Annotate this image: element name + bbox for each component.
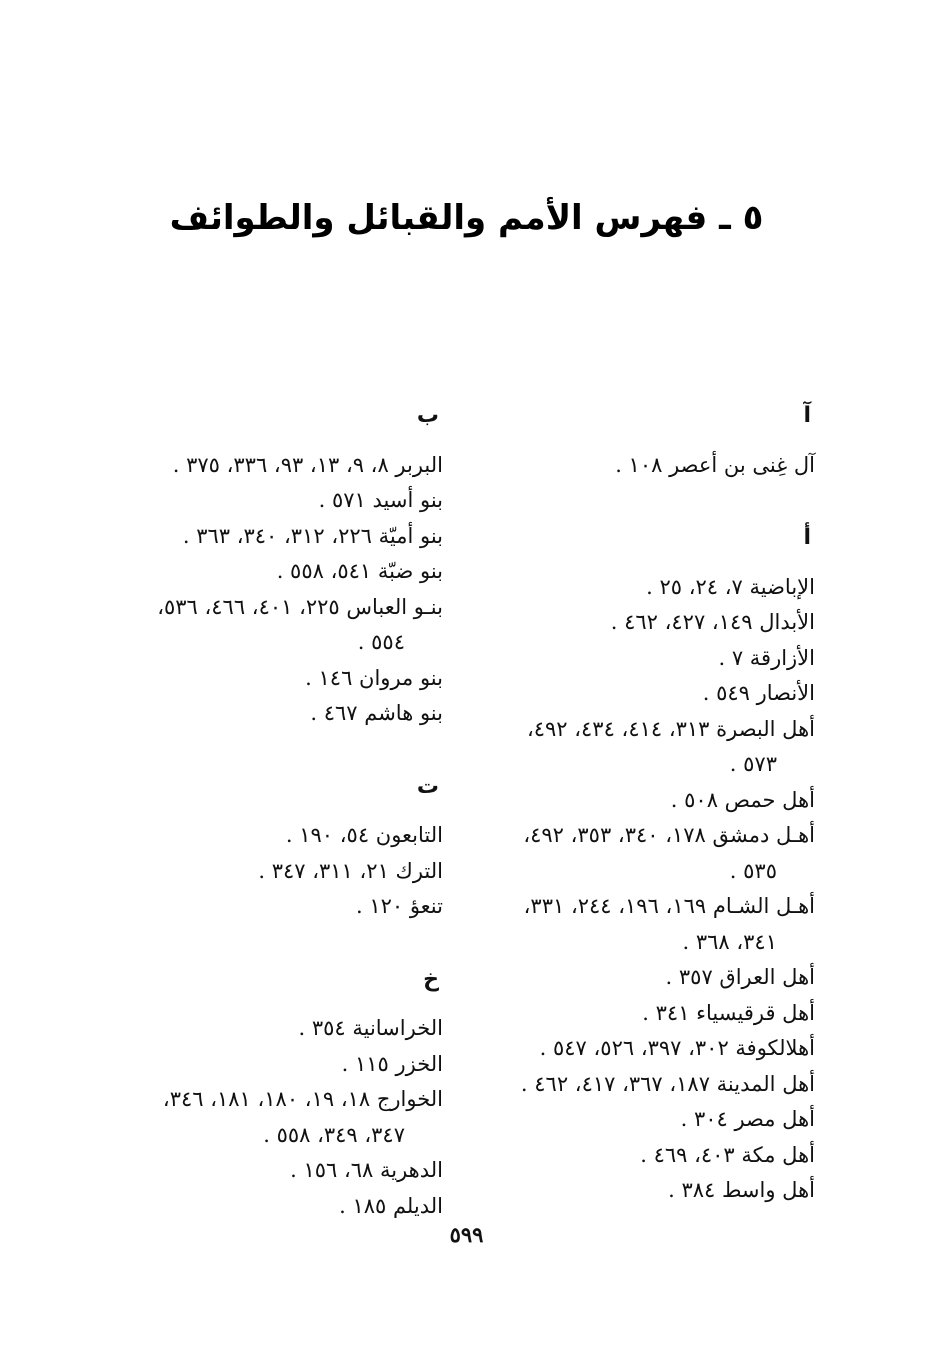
index-entry: أهل واسط ٣٨٤ . bbox=[668, 1178, 815, 1202]
index-entry: الترك ٢١، ٣١١، ٣٤٧ . bbox=[258, 858, 443, 883]
index-entry: تنعؤ ١٢٠ . bbox=[355, 894, 443, 918]
index-entry-continuation: ٥٣٥ . bbox=[729, 858, 777, 883]
index-entry: الإباضية ٧، ٢٤، ٢٥ . bbox=[646, 574, 815, 599]
index-entry: أهـل الشـام ١٦٩، ١٩٦، ٢٤٤، ٣٣١، ٣٤١، ٣٦٨ . bbox=[495, 889, 815, 960]
index-entry: أهل مكة ٤٠٣، ٤٦٩ . bbox=[640, 1142, 815, 1167]
section-heading-alef-hamza: أ bbox=[803, 525, 811, 550]
index-entry: الأبدال ١٤٩، ٤٢٧، ٤٦٢ . bbox=[610, 610, 815, 634]
index-entry: بنو مروان ١٤٦ . bbox=[305, 665, 443, 690]
section-heading-kha: خ bbox=[423, 966, 439, 992]
index-entry: أهل البصرة ٣١٣، ٤١٤، ٤٣٤، ٤٩٢، ٥٧٣ . bbox=[495, 712, 815, 783]
index-entry: آل غِنى بن أعصر ١٠٨ . bbox=[615, 452, 815, 477]
index-entry: أهلالكوفة ٣٠٢، ٣٩٧، ٥٢٦، ٥٤٧ . bbox=[539, 1036, 815, 1060]
index-entry: الأزارقة ٧ . bbox=[718, 645, 815, 670]
index-entry: الأنصار ٥٤٩ . bbox=[702, 681, 815, 705]
index-entry: الخراسانية ٣٥٤ . bbox=[298, 1016, 443, 1040]
index-entry: الخزر ١١٥ . bbox=[341, 1051, 443, 1076]
index-entry-continuation: ٣٤١، ٣٦٨ . bbox=[682, 929, 777, 954]
index-entry: بنو هاشم ٤٦٧ . bbox=[310, 701, 443, 725]
index-column-right bbox=[495, 398, 815, 1209]
index-entry: البربر ٨، ٩، ١٣، ٩٣، ٣٣٦، ٣٧٥ . bbox=[172, 452, 443, 477]
index-entry-continuation: ٣٤٧، ٣٤٩، ٥٥٨ . bbox=[263, 1122, 405, 1147]
index-entry: الخوارج ١٨، ١٩، ١٨٠، ١٨١، ٣٤٦، ٣٤٧، ٣٤٩، ٥٥٨ . bbox=[113, 1082, 443, 1153]
section-heading-alef-madda: آ bbox=[803, 403, 811, 428]
index-entry: بنو ضبّة ٥٤١، ٥٥٨ . bbox=[276, 559, 443, 583]
index-entry: الديلم ١٨٥ . bbox=[339, 1193, 443, 1218]
index-entry: بنو أسيد ٥٧١ . bbox=[318, 488, 443, 512]
page-number: ٥٩٩ bbox=[449, 1222, 484, 1247]
index-entry: أهل قرقيسياء ٣٤١ . bbox=[642, 1000, 815, 1025]
section-heading-ta: ت bbox=[416, 773, 439, 799]
index-entry-continuation: ٥٥٤ . bbox=[357, 630, 405, 654]
index-column-left bbox=[113, 398, 443, 1224]
index-entry: أهل المدينة ١٨٧، ٣٦٧، ٤١٧، ٤٦٢ . bbox=[520, 1071, 815, 1096]
index-entry: التابعون ٥٤، ١٩٠ . bbox=[285, 823, 443, 847]
index-entry: بنـو العباس ٢٢٥، ٤٠١، ٤٦٦، ٥٣٦، ٥٥٤ . bbox=[113, 590, 443, 661]
index-entry: أهـل دمشق ١٧٨، ٣٤٠، ٣٥٣، ٤٩٢، ٥٣٥ . bbox=[495, 818, 815, 889]
page-title: ٥ ـ فهرس الأمم والقبائل والطوائف bbox=[169, 198, 764, 238]
index-entry: أهل العراق ٣٥٧ . bbox=[665, 965, 815, 989]
section-heading-ba: ب bbox=[416, 403, 439, 428]
index-entry: أهل حمص ٥٠٨ . bbox=[670, 787, 815, 812]
index-entry: أهل مصر ٣٠٤ . bbox=[680, 1107, 815, 1131]
index-entry: بنو أميّة ٢٢٦، ٣١٢، ٣٤٠، ٣٦٣ . bbox=[182, 523, 443, 548]
index-entry: الدهرية ٦٨، ١٥٦ . bbox=[290, 1158, 443, 1182]
index-entry-continuation: ٥٧٣ . bbox=[729, 752, 777, 776]
